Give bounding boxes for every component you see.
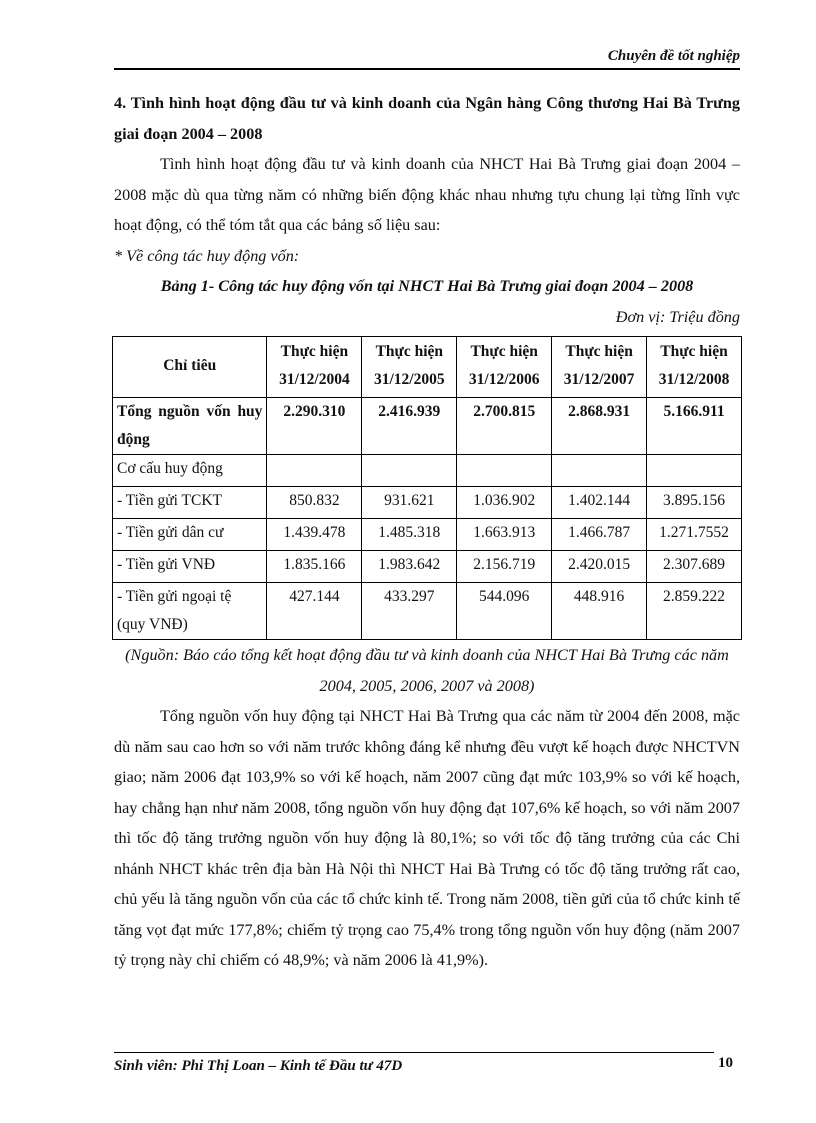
cell-value: 2.420.015 — [552, 551, 647, 583]
row-label: - Tiền gửi VNĐ — [113, 551, 267, 583]
page-number: 10 — [718, 1055, 733, 1071]
intro-paragraph: Tình hình hoạt động đầu tư và kinh doanh của NHCT Hai Bà Trưng giai đoạn 2004 – 2008 mặc dù qua từng năm có những biến động khác nhau nhưng tựu chung lại từng lĩnh vực hoạt động, có thể tóm tắt qua các bảng số liệu sau: — [114, 155, 740, 234]
page-header: Chuyên đề tốt nghiệp — [607, 48, 740, 64]
column-header-line2: 31/12/2007 — [563, 371, 635, 388]
table-header-row — [113, 337, 742, 398]
column-header-line1: Thực hiện — [565, 343, 633, 360]
cell-value: 2.290.310 — [267, 398, 362, 455]
row-label: - Tiền gửi ngoại tệ (quy VNĐ) — [113, 583, 267, 640]
section-heading: 4. Tình hình hoạt động đầu tư và kinh doanh của Ngân hàng Công thương Hai Bà Trưng giai đoạn 2004 – 2008 — [114, 94, 740, 143]
column-header — [267, 337, 362, 398]
cell-value: 2.859.222 — [647, 583, 742, 640]
row-label: - Tiền gửi TCKT — [113, 487, 267, 519]
column-header — [552, 337, 647, 398]
row-label: - Tiền gửi dân cư — [113, 519, 267, 551]
cell-value: 1.439.478 — [267, 519, 362, 551]
cell-value — [552, 455, 647, 487]
cell-value — [267, 455, 362, 487]
table-row — [113, 519, 742, 551]
row-label: Tổng nguồn vốn huy động — [113, 398, 267, 455]
cell-value: 1.402.144 — [552, 487, 647, 519]
column-header-line1: Thực hiện — [660, 343, 728, 360]
page-footer: Sinh viên: Phi Thị Loan – Kinh tế Đầu tư 47D — [114, 1058, 403, 1074]
column-header — [647, 337, 742, 398]
analysis-paragraph: Tổng nguồn vốn huy động tại NHCT Hai Bà Trưng qua các năm từ 2004 đến 2008, mặc dù năm sau cao hơn so với năm trước không đáng kể nhưng đều vượt kế hoạch được NHCTVN giao; năm 2006 đạt 103,9% so với kế hoạch, năm 2007 cũng đạt mức 103,9% so với kế hoạch, hay chẳng hạn như năm 2008, tổng nguồn vốn huy động đạt 107,6% kế hoạch, so với năm 2007 thì tốc độ tăng trưởng nguồn vốn huy động là 80,1%; so với tốc độ tăng trưởng của các Chi nhánh NHCT khác trên địa bàn Hà Nội thì NHCT Hai Bà Trưng có tốc độ tăng trưởng rất cao, chủ yếu là tăng nguồn vốn của các tổ chức kinh tế. Trong năm 2008, tiền gửi của tổ chức kinh tế tăng vọt đạt mức 177,8%; chiếm tỷ trọng cao 75,4% trong tổng nguồn vốn huy động (năm 2007 tỷ trọng này chỉ chiếm có 48,9%; và năm 2006 là 41,9%). — [114, 707, 740, 969]
table-row — [113, 551, 742, 583]
cell-value: 5.166.911 — [647, 398, 742, 455]
table-row — [113, 487, 742, 519]
row-label: Cơ cấu huy động — [113, 455, 267, 487]
column-header-line1: Thực hiện — [280, 343, 349, 360]
cell-value: 544.096 — [457, 583, 552, 640]
cell-value: 427.144 — [267, 583, 362, 640]
cell-value: 1.271.7552 — [647, 519, 742, 551]
cell-value: 1.466.787 — [552, 519, 647, 551]
cell-value: 2.156.719 — [457, 551, 552, 583]
column-header — [457, 337, 552, 398]
cell-value: 2.307.689 — [647, 551, 742, 583]
cell-value: 2.700.815 — [457, 398, 552, 455]
cell-value: 1.835.166 — [267, 551, 362, 583]
column-header — [362, 337, 457, 398]
column-header-line2: 31/12/2008 — [658, 371, 730, 388]
table-row — [113, 583, 742, 640]
cell-value — [647, 455, 742, 487]
footer-rule — [114, 1052, 714, 1053]
cell-value: 931.621 — [362, 487, 457, 519]
table-source: (Nguồn: Báo cáo tổng kết hoạt động đầu tư và kinh doanh của NHCT Hai Bà Trưng các năm 2004, 2005, 2006, 2007 và 2008) — [125, 646, 729, 695]
cell-value: 2.868.931 — [552, 398, 647, 455]
column-header-label: Chỉ tiêu — [113, 337, 267, 398]
cell-value: 2.416.939 — [362, 398, 457, 455]
header-rule — [114, 68, 740, 70]
cell-value: 850.832 — [267, 487, 362, 519]
cell-value — [362, 455, 457, 487]
cell-value: 1.485.318 — [362, 519, 457, 551]
cell-value: 1.663.913 — [457, 519, 552, 551]
column-header-line2: 31/12/2006 — [468, 371, 540, 388]
cell-value — [457, 455, 552, 487]
capital-mobilization-table — [112, 336, 742, 640]
column-header-line1: Thực hiện — [375, 343, 444, 360]
cell-value: 1.036.902 — [457, 487, 552, 519]
main-content — [114, 88, 740, 976]
cell-value: 3.895.156 — [647, 487, 742, 519]
cell-value: 448.916 — [552, 583, 647, 640]
table-caption: Bảng 1- Công tác huy động vốn tại NHCT Hai Bà Trưng giai đoạn 2004 – 2008 — [160, 277, 694, 295]
cell-value: 433.297 — [362, 583, 457, 640]
table-unit: Đơn vị: Triệu đồng — [615, 307, 740, 326]
column-header-line2: 31/12/2004 — [279, 371, 350, 388]
subheading: * Về công tác huy động vốn: — [114, 246, 300, 265]
table-row — [113, 455, 742, 487]
column-header-line2: 31/12/2005 — [373, 371, 445, 388]
column-header-line1: Thực hiện — [470, 343, 538, 360]
cell-value: 1.983.642 — [362, 551, 457, 583]
table-row-total — [113, 398, 742, 455]
